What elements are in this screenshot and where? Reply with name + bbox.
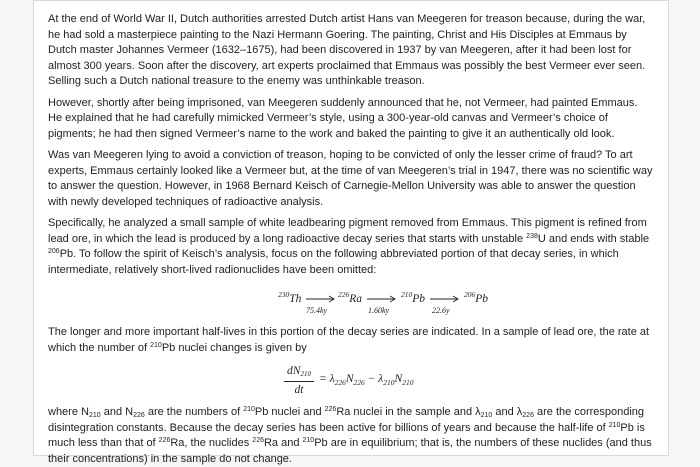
lead-206: $^{206}$Pb	[464, 290, 489, 305]
derivative-fraction	[284, 364, 314, 398]
analysis-text-a: Specifically, he analyzed a small sample of white leadbearing pigment removed from Emmaus. This pigment is refined from lead ore, in which the lead is produced by a long radioactive decay series that starts with unstable	[48, 217, 647, 245]
paragraph-rate	[48, 325, 654, 356]
analysis-text-b: U and ends with stable	[537, 232, 650, 245]
ra-half-life: 1.60ky	[368, 306, 390, 315]
lead-210: $^{210}$Pb	[401, 290, 426, 305]
fraction-numerator: $dN_{210}$	[284, 364, 314, 382]
rate-text-a: The longer and more important half-lives in this portion of the decay series are indicated. In a sample of lead ore, the rate at which the number of	[48, 326, 650, 354]
question-card	[33, 0, 669, 465]
equation-rhs: = $\lambda_{226}N_{226} - \lambda_{210}N_{210}$	[319, 373, 414, 387]
rate-equation	[48, 362, 654, 400]
paragraph-analysis	[48, 216, 654, 278]
paragraph-equilibrium: where $N_{210}$ and $N_{226}$ are the numbers of $^{210}$Pb nuclei and $^{226}$Ra nuclei in the sample and $\lambda_{210}$ and $\lambda_{226}$ are the corresponding disintegration constants. Because the decay series has been active for billions of years and because the half-life of $^{210}$Pb is much less than that of $^{226}$Ra, the nuclides $^{226}$Ra and $^{210}$Pb are in equilibrium; that is, the numbers of these nuclides (and thus their concentrations) in the sample do not change.	[48, 406, 652, 465]
pb210-half-life: 22.6y	[432, 306, 450, 315]
radium-226: $^{226}$Ra	[338, 290, 363, 305]
paragraph-background: At the end of World War II, Dutch authorities arrested Dutch artist Hans van Meegeren for treason because, during the war, he had sold a masterpiece painting to the Nazi Hermann Goering. The painting, Christ and His Disciples at Emmaus by Dutch master Johannes Vermeer (1632–1675), had been discovered in 1937 by van Meegeren, after it had been lost for almost 300 years. Soon after the discovery, art experts proclaimed that Emmaus was possibly the best Vermeer ever seen. Selling such a Dutch national treasure to the enemy was unthinkable treason.	[48, 13, 646, 87]
paragraph-question: Was van Meegeren lying to avoid a conviction of treason, hoping to be convicted of only the lesser crime of fraud? To art experts, Emmaus certainly looked like a Vermeer but, at the time of van Meegeren’s trial in 1947, there was no scientific way to answer the question. However, in 1968 Bernard Keisch of Carnegie-Mellon University was able to answer the question with newly developed techniques of radioactive analysis.	[48, 149, 653, 208]
pb206-mass: 206	[48, 248, 60, 255]
pb210-mass: 210	[150, 341, 162, 349]
decay-series	[48, 284, 654, 320]
analysis-text-c: Pb. To follow the spirit of Keisch’s analysis, focus on the following abbreviated portion of that decay series, in which intermediate, relatively short-lived radionuclides have been omitted:	[48, 248, 619, 276]
fraction-denominator: dt	[294, 383, 304, 396]
paragraph-claim: However, shortly after being imprisoned, van Meegeren suddenly announced that he, not Vermeer, had painted Emmaus. He explained that he had carefully mimicked Vermeer’s style, using a 300-year-old canvas and Vermeer’s choice of pigments; he had then signed Vermeer’s name to the work and baked the painting to give it an authentically old look.	[48, 96, 638, 140]
th-half-life: 75.4ky	[306, 306, 328, 315]
u238-mass: 238	[526, 232, 538, 240]
rate-text-b: Pb nuclei changes is given by	[161, 341, 307, 354]
thorium-230: $^{230}$Th	[278, 290, 302, 305]
